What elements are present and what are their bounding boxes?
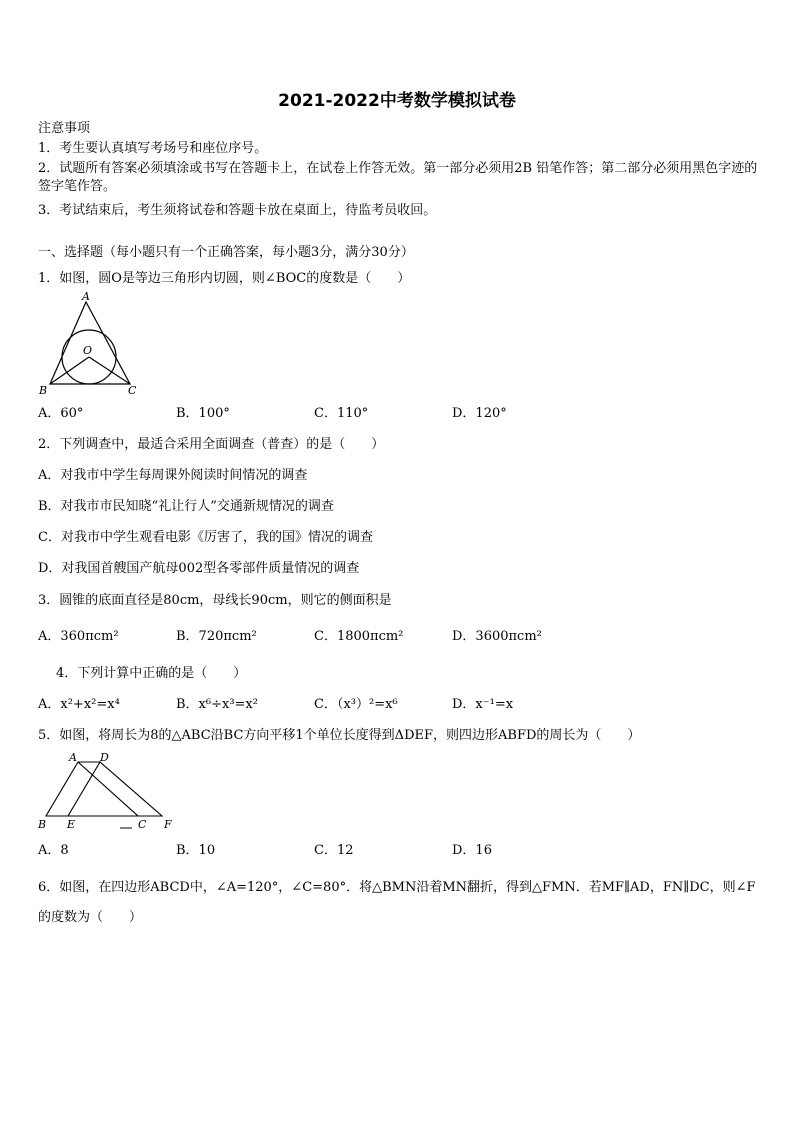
question-3-option-a: A．360πcm²	[38, 629, 119, 644]
question-5-stem: 5．如图，将周长为8的△ABC沿BC方向平移1个单位长度得到ΔDEF，则四边形ABFD的周长为（ ）	[38, 728, 641, 743]
question-5-option-c: C．12	[314, 843, 354, 858]
triangle-abc	[46, 762, 138, 816]
notice-heading: 注意事项	[38, 121, 91, 136]
question-5-option-a: A．8	[38, 843, 69, 858]
question-2-option-d: D．对我国首艘国产航母002型各零部件质量情况的调查	[38, 561, 360, 576]
label-a: A	[82, 290, 90, 303]
triangle-def	[68, 762, 162, 816]
notice-item-3: 3．考试结束后，考生须将试卷和答题卡放在桌面上，待监考员收回。	[38, 203, 437, 218]
question-1-figure	[38, 290, 142, 398]
question-5-option-b: B．10	[176, 843, 216, 858]
question-1-option-a: A．60°	[38, 406, 84, 421]
question-4-option-c: C．（x³）²=x⁶	[314, 697, 398, 712]
label-b: B	[39, 384, 48, 397]
question-2-option-a: A．对我市中学生每周课外阅读时间情况的调查	[38, 468, 308, 483]
question-6-stem: 6．如图，在四边形ABCD中，∠A=120°，∠C=80°．将△BMN沿着MN翻折，得到△FMN．若MF∥AD，FN∥DC，则∠F的度数为（ ）	[38, 880, 756, 925]
label-e: E	[67, 818, 76, 831]
question-4-option-a: A．x²+x²=x⁴	[38, 697, 120, 712]
question-3-option-d: D．3600πcm²	[452, 629, 542, 644]
triangle-abc	[50, 302, 130, 384]
question-4-stem: 4．下列计算中正确的是（ ）	[56, 666, 247, 681]
question-5-option-d: D．16	[452, 843, 492, 858]
label-f: F	[164, 818, 172, 831]
question-2-option-b: B．对我市市民知晓“礼让行人”交通新规情况的调查	[38, 499, 334, 514]
question-5-figure	[36, 750, 182, 834]
label-d: D	[100, 751, 109, 764]
label-c: C	[138, 818, 147, 831]
page-title: 2021-2022中考数学模拟试卷	[278, 91, 516, 111]
label-o: O	[83, 344, 93, 357]
notice-item-2: 2．试题所有答案必须填涂或书写在答题卡上，在试卷上作答无效。第一部分必须用2B 铅笔作答；第二部分必须用黑色字迹的签字笔作答。	[38, 161, 758, 194]
question-2-stem: 2．下列调查中，最适合采用全面调查（普查）的是（ ）	[38, 437, 385, 452]
section-heading: 一、选择题（每小题只有一个正确答案，每小题3分，满分30分）	[38, 245, 414, 260]
question-3-option-b: B．720πcm²	[176, 629, 257, 644]
question-1-stem: 1．如图，圆O是等边三角形内切圆，则∠BOC的度数是（ ）	[38, 271, 411, 286]
question-1-option-b: B．100°	[176, 406, 230, 421]
notice-item-1: 1．考生要认真填写考场号和座位序号。	[38, 141, 268, 156]
question-3-option-c: C．1800πcm²	[314, 629, 404, 644]
label-b: B	[38, 818, 47, 831]
question-2-option-c: C．对我市中学生观看电影《厉害了，我的国》情况的调查	[38, 530, 373, 545]
question-3-stem: 3．圆锥的底面直径是80cm，母线长90cm，则它的侧面积是	[38, 593, 392, 608]
question-4-option-b: B．x⁶÷x³=x²	[176, 697, 258, 712]
question-1-option-d: D．120°	[452, 406, 507, 421]
label-c: C	[128, 384, 137, 397]
segment-oc	[89, 357, 130, 384]
label-a: A	[69, 751, 77, 764]
question-4-option-d: D．x⁻¹=x	[452, 697, 514, 712]
question-1-option-c: C．110°	[314, 406, 369, 421]
